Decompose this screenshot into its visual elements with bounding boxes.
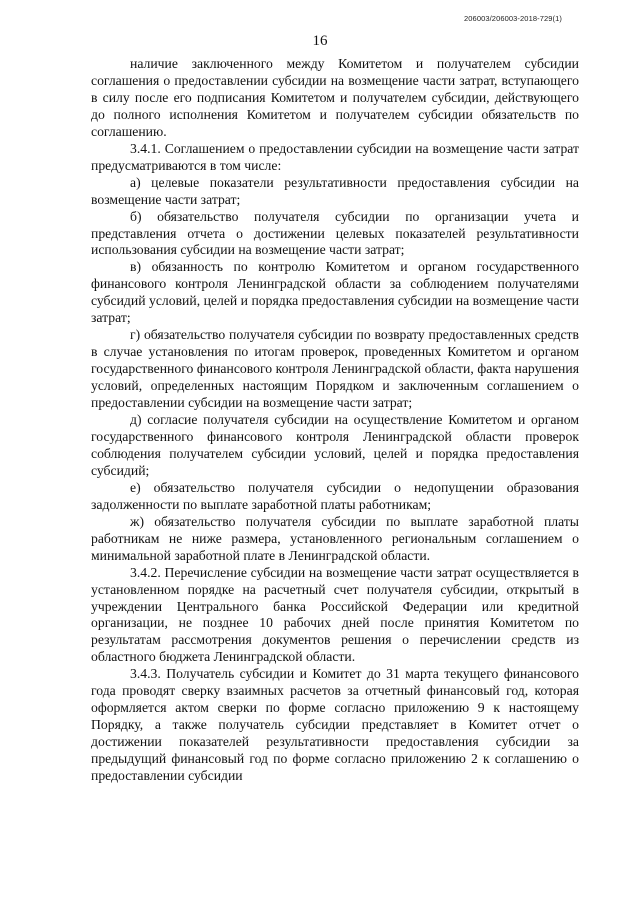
paragraph: а) целевые показатели результативности предоставления субсидии на возмещение части затрат; xyxy=(91,174,579,207)
paragraph: 3.4.2. Перечисление субсидии на возмещение части затрат осуществляется в установленном порядке на расчетный счет получателя субсидии, открытый в учреждении Центрального банка Российской Федерации или кредитной организации, не позднее 10 рабочих дней после принятия Комитетом по результатам рассмотрения документов решения о перечислении средств из областного бюджета Ленинградской области. xyxy=(91,564,579,665)
paragraph: 3.4.1. Соглашением о предоставлении субсидии на возмещение части затрат предусматриваются в том числе: xyxy=(91,140,579,173)
paragraph: б) обязательство получателя субсидии по организации учета и представления отчета о достижении целевых показателей результативности использования субсидии на возмещение части затрат; xyxy=(91,208,579,258)
page-number: 16 xyxy=(312,33,328,49)
paragraph: наличие заключенного между Комитетом и получателем субсидии соглашения о предоставлении субсидии на возмещение части затрат, вступающего в силу после его подписания Комитетом и получателем субсидии, действующего до полного исполнения Комитетом и получателем субсидии обязательств по соглашению. xyxy=(91,56,579,139)
document-id: 206003/206003-2018-729(1) xyxy=(464,14,562,23)
paragraph: г) обязательство получателя субсидии по возврату предоставленных средств в случае установления по итогам проверок, проведенных Комитетом и органом государственного финансового контроля Ленинградской области, факта нарушения условий, определенных настоящим Порядком и заключенным соглашением о предоставлении субсидии на возмещение части затрат; xyxy=(91,327,579,411)
document-body xyxy=(91,56,579,785)
paragraph: в) обязанность по контролю Комитетом и органом государственного финансового контроля Ленинградской области за соблюдением получателями субсидий условий, целей и порядка предоставления субсидии на возмещение части затрат; xyxy=(91,259,579,326)
paragraph: 3.4.3. Получатель субсидии и Комитет до 31 марта текущего финансового года проводят сверку взаимных расчетов за отчетный финансовый год, которая оформляется актом сверки по форме согласно приложению 9 к настоящему Порядку, а также получатель субсидии представляет в Комитет отчет о достижении показателей результативности предоставления субсидии за предыдущий финансовый год по форме согласно приложению 2 к соглашению о предоставлении субсидии xyxy=(91,666,579,784)
paragraph: ж) обязательство получателя субсидии по выплате заработной платы работникам не ниже размера, установленного региональным соглашением о минимальной заработной плате в Ленинградской области. xyxy=(91,513,579,563)
paragraph: е) обязательство получателя субсидии о недопущении образования задолженности по выплате заработной платы работникам; xyxy=(91,479,579,512)
paragraph: д) согласие получателя субсидии на осуществление Комитетом и органом государственного финансового контроля Ленинградской области проверок соблюдения получателем субсидии условий, целей и порядка предоставления субсидий; xyxy=(91,412,579,478)
